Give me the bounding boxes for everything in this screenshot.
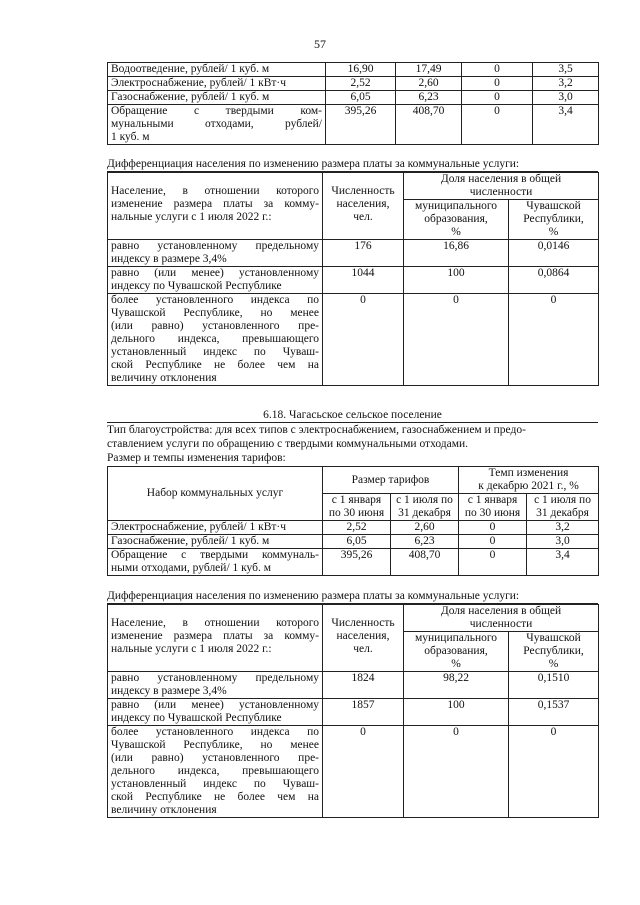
table-row: [108, 699, 599, 726]
category-line: ской Республике не более чем на: [111, 359, 319, 371]
header-row: [108, 605, 599, 632]
rate-jul: 3,4: [533, 105, 599, 145]
share-republic: 0: [509, 294, 599, 386]
header-line: с 1 июля по: [534, 494, 591, 506]
header-line: 31 декабря: [536, 507, 589, 519]
diff-table-2: [107, 604, 599, 818]
category-line: Чувашской Республике, но менее: [111, 739, 319, 751]
category-line: индексу в размере 3,4%: [111, 685, 227, 697]
rate-jan: 0: [459, 535, 527, 549]
rate-jan: 0: [462, 105, 533, 145]
population-category: [108, 672, 323, 699]
table-row: [108, 105, 599, 145]
tariff-jan: 6,05: [323, 535, 391, 549]
service-name-line: 1 куб. м: [111, 131, 150, 143]
header-population: [108, 173, 323, 240]
header-line: образования,: [424, 213, 488, 225]
header-period: [323, 494, 391, 521]
share-municipal: 0: [404, 726, 509, 818]
rate-jul: 3,5: [533, 63, 599, 77]
category-line: более установленного индекса по: [111, 726, 319, 738]
category-line: установленный индекс по Чуваш-: [111, 778, 319, 790]
category-line: индексу по Чувашской Республике: [111, 280, 282, 292]
section-heading: 6.18. Чагасьское сельское поселение: [107, 408, 598, 423]
share-municipal: 0: [404, 294, 509, 386]
table-row: [108, 240, 599, 267]
header-share: [404, 605, 599, 632]
population-count: 0: [323, 726, 404, 818]
service-name: Электроснабжение, рублей/ 1 кВт·ч: [108, 77, 326, 91]
header-line: по 30 июня: [464, 507, 521, 519]
header-line: к декабрю 2021 г., %: [478, 480, 579, 492]
share-municipal: 98,22: [404, 672, 509, 699]
header-line: по 30 июня: [328, 507, 385, 519]
rate-jan: 0: [459, 521, 527, 535]
header-line: нальные услуги с 1 июля 2022 г.:: [111, 643, 272, 655]
header-line: Численность: [331, 617, 395, 629]
header-line: %: [451, 226, 461, 238]
service-name: Электроснабжение, рублей/ 1 кВт·ч: [108, 521, 323, 535]
size-title: Размер и темпы изменения тарифов:: [107, 452, 286, 464]
header-period: [459, 494, 527, 521]
header-tariff-size: Размер тарифов: [323, 467, 459, 494]
population-category: [108, 699, 323, 726]
tariff-jan: 2,52: [326, 77, 396, 91]
header-service-set: Набор коммунальных услуг: [108, 467, 323, 521]
header-line: нальные услуги с 1 июля 2022 г.:: [111, 211, 272, 223]
type-line-1: Тип благоустройства: для всех типов с электроснабжением, газоснабжением и предо-: [107, 424, 526, 436]
tariff-table-1: [107, 62, 599, 145]
header-period: [391, 494, 459, 521]
share-republic: 0,0864: [509, 267, 599, 294]
header-line: с 1 июля по: [396, 494, 453, 506]
table-row: [108, 267, 599, 294]
tariff-jul: 6,23: [396, 91, 462, 105]
header-count: [323, 605, 404, 672]
population-category: [108, 726, 323, 818]
category-line: индексу в размере 3,4%: [111, 253, 227, 265]
tariff-jan: 6,05: [326, 91, 396, 105]
header-share-rep: [509, 632, 599, 672]
table-row: [108, 63, 599, 77]
population-count: 176: [323, 240, 404, 267]
service-name: Водоотведение, рублей/ 1 куб. м: [108, 63, 326, 77]
header-line: с 1 января: [467, 494, 518, 506]
rate-jan: 0: [459, 549, 527, 576]
service-name-line: Обращение с твердыми коммуналь-: [111, 549, 319, 561]
tariff-jan: 395,26: [323, 549, 391, 576]
header-line: Население, в отношении которого: [111, 185, 319, 197]
service-name: [108, 105, 326, 145]
header-row: [108, 467, 599, 494]
header-line: с 1 января: [331, 494, 382, 506]
header-line: чел.: [353, 643, 373, 655]
share-republic: 0,1537: [509, 699, 599, 726]
tariff-jul: 2,60: [396, 77, 462, 91]
header-share-rep: [509, 200, 599, 240]
tariff-jan: 2,52: [323, 521, 391, 535]
category-line: величину отклонения: [111, 804, 217, 816]
table-row: [108, 77, 599, 91]
population-category: [108, 267, 323, 294]
tariff-jul: 6,23: [391, 535, 459, 549]
rate-jan: 0: [462, 77, 533, 91]
header-line: населения,: [336, 630, 390, 642]
service-name: Газоснабжение, рублей/ 1 куб. м: [108, 91, 326, 105]
header-row: [108, 173, 599, 200]
service-name-line: ными отходами, рублей/ 1 куб. м: [111, 562, 272, 574]
tariff-jul: 408,70: [391, 549, 459, 576]
category-line: дельного индекса, превышающего: [111, 765, 319, 777]
header-share: [404, 173, 599, 200]
header-share-mun: [404, 200, 509, 240]
header-line: %: [548, 226, 559, 238]
population-count: 1824: [323, 672, 404, 699]
tariff-jan: 16,90: [326, 63, 396, 77]
diff-title-1: Дифференциация населения по изменению размера платы за коммунальные услуги:: [107, 157, 598, 172]
tariff-table-2: [107, 466, 599, 576]
population-count: 0: [323, 294, 404, 386]
page-number: 57: [314, 37, 326, 51]
population-category: [108, 294, 323, 386]
header-line: численности: [469, 186, 533, 198]
rate-jul: 3,0: [527, 535, 599, 549]
header-line: муниципального: [414, 632, 498, 644]
header-line: Доля населения в общей: [440, 605, 562, 617]
rate-jul: 3,2: [533, 77, 599, 91]
header-period: [527, 494, 599, 521]
rate-jan: 0: [462, 63, 533, 77]
service-name-line: Обращение с твердыми ком-: [111, 105, 322, 117]
category-line: дельного индекса, превышающего: [111, 333, 319, 345]
rate-jan: 0: [462, 91, 533, 105]
category-line: величину отклонения: [111, 372, 217, 384]
header-line: Доля населения в общей: [440, 173, 562, 185]
header-line: Население, в отношении которого: [111, 617, 319, 629]
category-line: равно установленному предельному: [111, 240, 319, 252]
service-name-line: мунальными отходами, рублей/: [111, 118, 322, 130]
tariff-jul: 2,60: [391, 521, 459, 535]
table-row: [108, 726, 599, 818]
header-rate: [459, 467, 599, 494]
population-count: 1857: [323, 699, 404, 726]
header-population: [108, 605, 323, 672]
table-row: [108, 549, 599, 576]
tariff-jul: 17,49: [396, 63, 462, 77]
share-republic: 0: [509, 726, 599, 818]
header-line: муниципального: [414, 200, 498, 212]
table-row: [108, 294, 599, 386]
table-row: [108, 521, 599, 535]
category-line: ской Республике не более чем на: [111, 791, 319, 803]
header-line: %: [548, 658, 559, 670]
rate-jul: 3,2: [527, 521, 599, 535]
table-row: [108, 672, 599, 699]
population-count: 1044: [323, 267, 404, 294]
rate-jul: 3,0: [533, 91, 599, 105]
share-republic: 0,1510: [509, 672, 599, 699]
header-line: Чувашской: [526, 200, 581, 212]
category-line: равно (или менее) установленному: [111, 699, 319, 711]
header-line: Республики,: [523, 645, 584, 657]
header-line: Темп изменения: [488, 467, 569, 479]
type-line-2: ставлением услуги по обращению с твердыми коммунальными отходами.: [107, 438, 469, 450]
header-line: чел.: [353, 211, 373, 223]
service-name: [108, 549, 323, 576]
category-line: индексу по Чувашской Республике: [111, 712, 282, 724]
diff-table-1: [107, 172, 599, 386]
share-municipal: 100: [404, 699, 509, 726]
service-name: Газоснабжение, рублей/ 1 куб. м: [108, 535, 323, 549]
category-line: (или равно) установленного пре-: [111, 320, 319, 332]
header-line: %: [451, 658, 461, 670]
header-line: образования,: [424, 645, 488, 657]
share-republic: 0,0146: [509, 240, 599, 267]
table-row: [108, 535, 599, 549]
table-row: [108, 91, 599, 105]
tariff-jan: 395,26: [326, 105, 396, 145]
population-category: [108, 240, 323, 267]
header-line: изменение размера платы за комму-: [111, 630, 319, 642]
share-municipal: 16,86: [404, 240, 509, 267]
header-line: Численность: [331, 185, 395, 197]
category-line: равно (или менее) установленному: [111, 267, 319, 279]
header-line: Чувашской: [526, 632, 581, 644]
rate-jul: 3,4: [527, 549, 599, 576]
header-count: [323, 173, 404, 240]
category-line: более установленного индекса по: [111, 294, 319, 306]
category-line: установленный индекс по Чуваш-: [111, 346, 319, 358]
header-share-mun: [404, 632, 509, 672]
header-line: численности: [469, 618, 533, 630]
category-line: (или равно) установленного пре-: [111, 752, 319, 764]
category-line: равно установленному предельному: [111, 672, 319, 684]
header-line: населения,: [336, 198, 390, 210]
header-line: изменение размера платы за комму-: [111, 198, 319, 210]
header-line: 31 декабря: [398, 507, 451, 519]
header-line: Республики,: [523, 213, 584, 225]
category-line: Чувашской Республике, но менее: [111, 307, 319, 319]
share-municipal: 100: [404, 267, 509, 294]
tariff-jul: 408,70: [396, 105, 462, 145]
diff-title-2: Дифференциация населения по изменению размера платы за коммунальные услуги:: [107, 589, 598, 604]
